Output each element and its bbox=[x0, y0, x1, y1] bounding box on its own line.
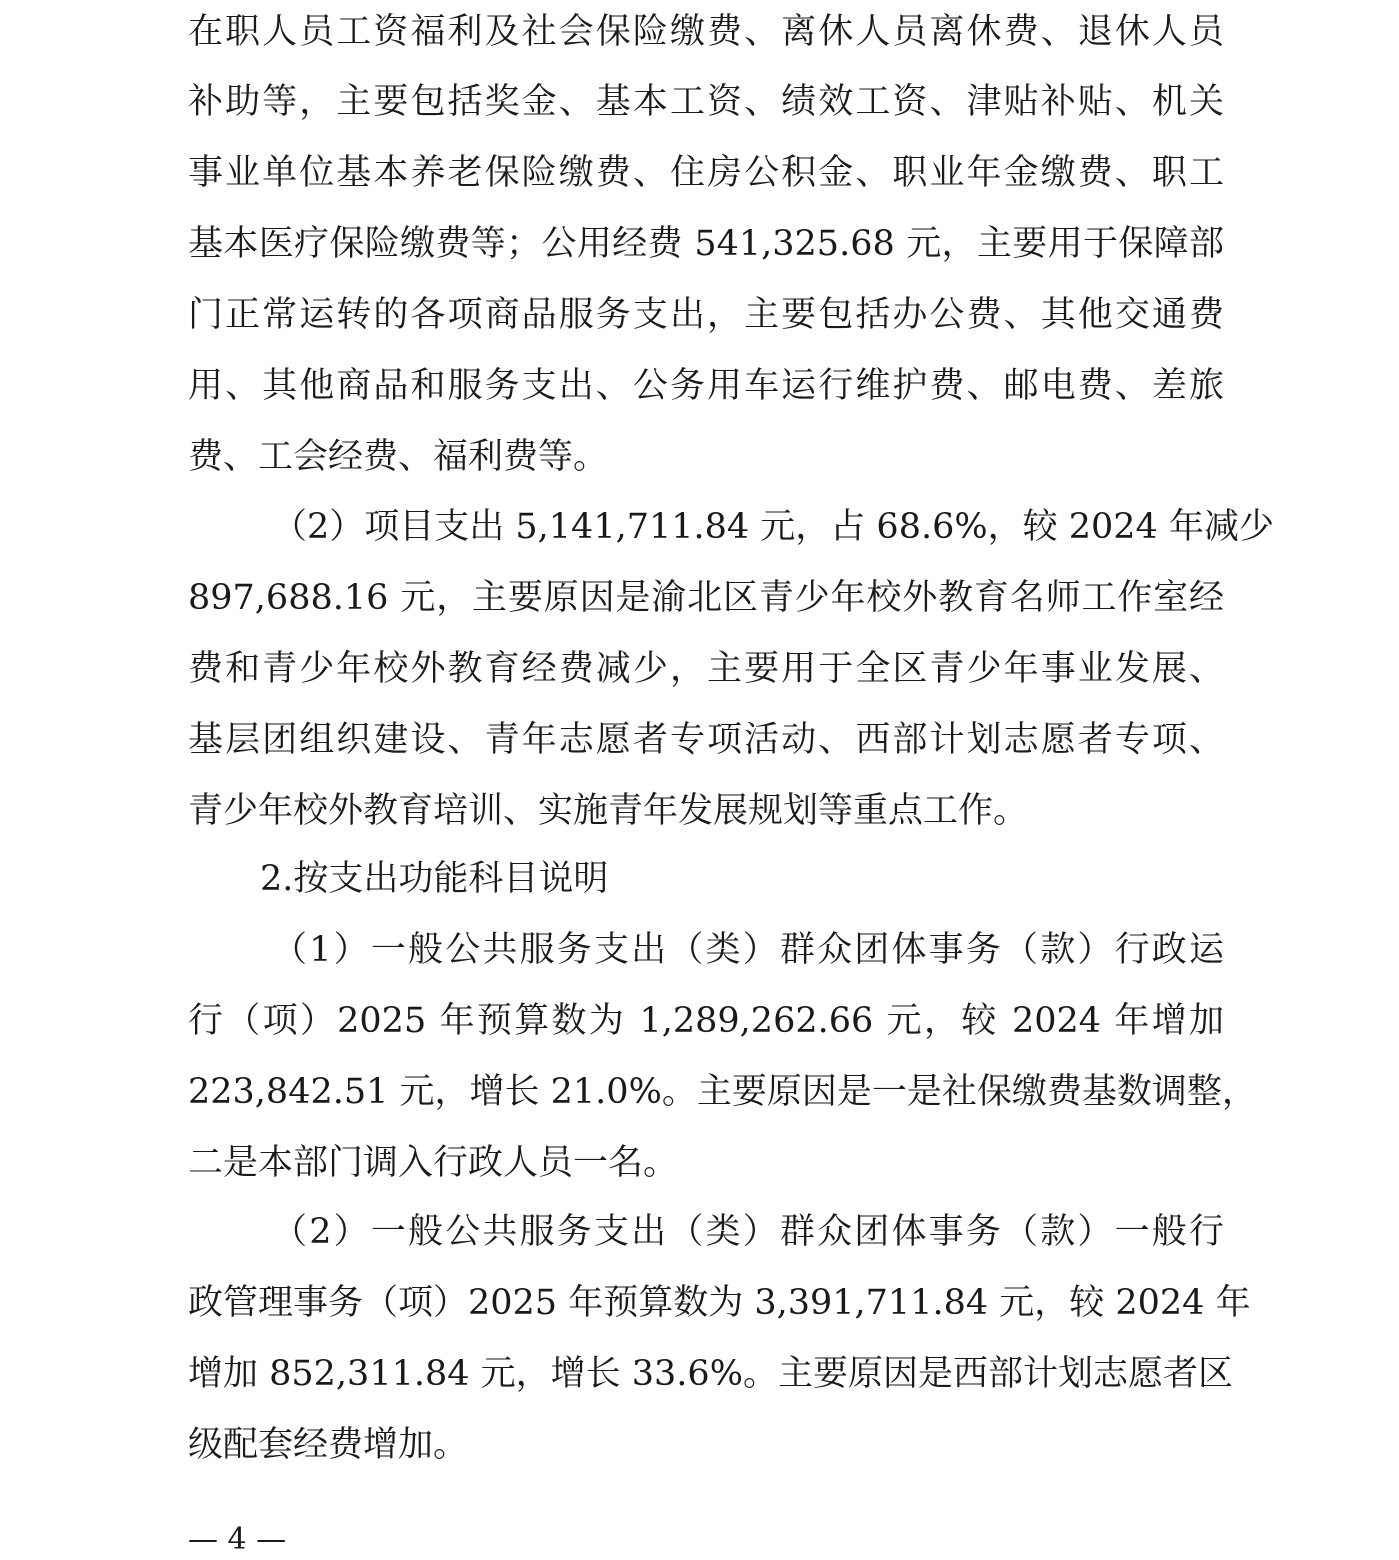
body-text-line: 政管理事务（项）2025 年预算数为 3,391,711.84 元，较 2024 年 bbox=[188, 1283, 1251, 1323]
body-text-line: 二是本部门调入行政人员一名。 bbox=[188, 1143, 679, 1183]
body-text-line: 行（项）2025 年预算数为 1,289,262.66 元，较 2024 年增加 bbox=[188, 1001, 1224, 1041]
body-text-line: 基本医疗保险缴费等；公用经费 541,325.68 元，主要用于保障部 bbox=[188, 224, 1224, 264]
body-text-line: 在职人员工资福利及社会保险缴费、离休人员离休费、退休人员 bbox=[188, 12, 1224, 52]
body-text-line: 费和青少年校外教育经费减少，主要用于全区青少年事业发展、 bbox=[188, 649, 1224, 689]
paragraph-first-line: （2）项目支出 5,141,711.84 元，占 68.6%，较 2024 年减少 bbox=[272, 507, 1274, 547]
body-text-line: 用、其他商品和服务支出、公务用车运行维护费、邮电费、差旅 bbox=[188, 366, 1224, 406]
section-heading: 2.按支出功能科目说明 bbox=[260, 859, 609, 899]
page-number: — 4 — bbox=[188, 1522, 287, 1557]
paragraph-first-line: （2）一般公共服务支出（类）群众团体事务（款）一般行 bbox=[272, 1212, 1224, 1252]
body-text-line: 青少年校外教育培训、实施青年发展规划等重点工作。 bbox=[188, 791, 1029, 831]
body-text-line: 费、工会经费、福利费等。 bbox=[188, 437, 609, 477]
body-text-line: 事业单位基本养老保险缴费、住房公积金、职业年金缴费、职工 bbox=[188, 153, 1224, 193]
body-text-line: 级配套经费增加。 bbox=[188, 1425, 469, 1465]
body-text-line: 补助等，主要包括奖金、基本工资、绩效工资、津贴补贴、机关 bbox=[188, 82, 1224, 122]
body-text-line: 基层团组织建设、青年志愿者专项活动、西部计划志愿者专项、 bbox=[188, 720, 1224, 760]
paragraph-first-line: （1）一般公共服务支出（类）群众团体事务（款）行政运 bbox=[272, 930, 1224, 970]
body-text-line: 增加 852,311.84 元，增长 33.6%。主要原因是西部计划志愿者区 bbox=[188, 1354, 1233, 1394]
body-text-line: 897,688.16 元，主要原因是渝北区青少年校外教育名师工作室经 bbox=[188, 578, 1224, 618]
body-text-line: 223,842.51 元，增长 21.0%。主要原因是一是社保缴费基数调整， bbox=[188, 1072, 1257, 1112]
body-text-line: 门正常运转的各项商品服务支出，主要包括办公费、其他交通费 bbox=[188, 295, 1224, 335]
